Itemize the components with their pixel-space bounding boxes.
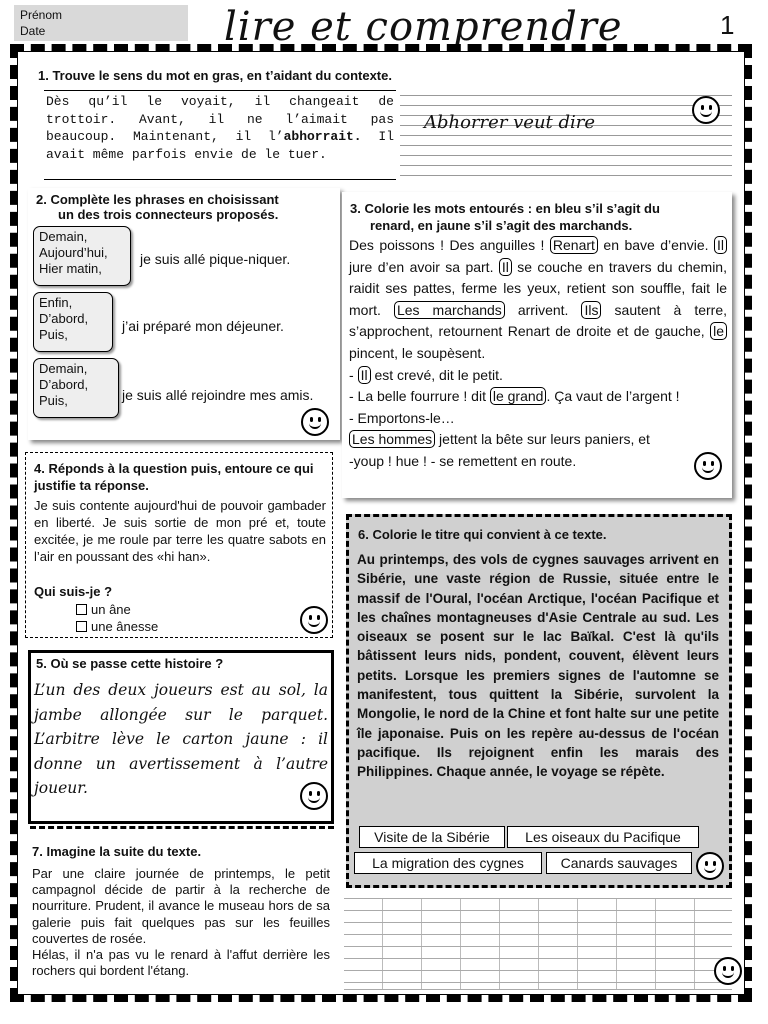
- ex7-writing-grid[interactable]: [344, 898, 732, 990]
- ex6-title-choice[interactable]: Canards sauvages: [546, 852, 692, 874]
- ex7-heading: 7. Imagine la suite du texte.: [32, 844, 202, 859]
- ex3-circled-word[interactable]: Il: [358, 366, 371, 384]
- ex5-dash-line: [30, 826, 334, 829]
- ex2-connector-box-3: Demain, D’abord, Puis,: [33, 358, 119, 418]
- date-label: Date: [20, 24, 46, 38]
- ex4-text: Je suis contente aujourd'hui de pouvoir gambader en liberté. Je suis sortie de mon pré et, toute excitée, je me roule par terre les quatre sabots en l’air en poussant des «hi han».: [34, 498, 326, 564]
- ex3-circled-word[interactable]: Ils: [581, 301, 601, 319]
- ex1-text-frame: [44, 90, 396, 180]
- page-number: 1: [720, 10, 735, 40]
- ex4-options: [76, 601, 158, 635]
- ex3-circled-word[interactable]: Les hommes: [349, 430, 435, 448]
- ex1-heading: 1. Trouve le sens du mot en gras, en t’aidant du contexte.: [38, 68, 392, 83]
- ex3-circled-word[interactable]: Les marchands: [394, 301, 505, 319]
- ex3-circled-word[interactable]: Il: [499, 258, 512, 276]
- ex2-connector-box-1: Demain, Aujourd’hui, Hier matin,: [33, 226, 131, 286]
- ex3-circled-word[interactable]: Il: [714, 236, 727, 254]
- ex3-text: Des poissons ! Des anguilles ! Renart en bave d’envie. Il jure d’en avoir sa part. Il se couche en travers du chemin, raidit ses pattes, ferme les yeux, retient son souffle, fait le mort. Les marchands arrivent. Ils sautent à terre, s’approchent, retournent Renart de droite et de gauche, le pincent, le soupèsent. - Il est crevé, dit le petit. - La belle fourrure ! dit le grand . Ça vaut de l’argent ! - Emportons-le… Les hommes jettent la bête sur leurs paniers, et -youp ! hue ! - se remettent en route.: [349, 237, 728, 469]
- smiley-icon: [300, 782, 328, 810]
- smiley-icon: [692, 96, 720, 124]
- checkbox-icon[interactable]: [76, 621, 87, 632]
- ex2-connector-box-2: Enfin, D’abord, Puis,: [33, 292, 113, 352]
- smiley-icon: [694, 452, 722, 480]
- ex3-circled-word[interactable]: Renart: [550, 236, 598, 254]
- smiley-icon: [696, 852, 724, 880]
- ex3-circled-word[interactable]: le: [710, 322, 727, 340]
- ex3-circled-word[interactable]: le grand: [490, 387, 547, 405]
- ex4-option[interactable]: une ânesse: [76, 618, 158, 635]
- ex6-title-choice[interactable]: Visite de la Sibérie: [359, 826, 505, 848]
- ex2-sentence-2: j’ai préparé mon déjeuner.: [122, 318, 284, 334]
- page-title: lire et comprendre: [224, 4, 623, 50]
- ex6-text: Au printemps, des vols de cygnes sauvages arrivent en Sibérie, une vaste région de Russie, située entre le massif de l'Oural, l'océan Arctique, l'océan Pacifique et les chaînes montagneuses d'Asie Centrale au sud. Les oiseaux se posent sur le lac Baïkal. C'est là qu'ils bâtissent leurs nids, pondent, couvent, élèvent leurs petits. Lorsque les premiers signes de l'automne se manifestent, tous quittent la Sibérie, survolent la Mongolie, le nord de la Chine et font halte sur une petite île japonaise. Puis on les repère au-dessus de l'océan pacifique. Ils rejoignent enfin les marais des Philippines. Chaque année, le voyage se répète.: [357, 552, 719, 780]
- ex6-heading: 6. Colorie le titre qui convient à ce texte.: [358, 527, 607, 542]
- smiley-icon: [300, 606, 328, 634]
- ex1-answer-prompt: Abhorrer veut dire: [424, 112, 596, 133]
- checkbox-icon[interactable]: [76, 604, 87, 615]
- ex6-title-choice[interactable]: Les oiseaux du Pacifique: [507, 826, 699, 848]
- ex7-text: Par une claire journée de printemps, le petit campagnol décide de partir à la recherche de nourriture. Prudent, il avance le museau hors de sa galerie puis fait quelques pas sur les feuilles couvertes de rosée. Hélas, il n'a pas vu le renard à l'affut derrière les rochers qui bordent l'étang.: [32, 866, 330, 979]
- ex5-heading: 5. Où se passe cette histoire ?: [36, 656, 224, 671]
- smiley-icon: [714, 957, 742, 985]
- ex1-answer-lines[interactable]: [400, 86, 732, 178]
- smiley-icon: [301, 408, 329, 436]
- name-date-box: [14, 5, 188, 41]
- ex6-title-choice[interactable]: La migration des cygnes: [354, 852, 542, 874]
- ex1-bold-word: abhorrait.: [283, 129, 362, 144]
- ex4-question: Qui suis-je ?: [34, 584, 113, 599]
- ex4-heading: 4. Réponds à la question puis, entoure ce qui justifie ta réponse.: [34, 461, 314, 493]
- ex2-sentence-3: je suis allé rejoindre mes amis.: [122, 387, 314, 403]
- ex2-sentence-1: je suis allé pique-niquer.: [140, 251, 291, 267]
- ex1-text: Dès qu’il le voyait, il changeait de trottoir. Avant, il ne l’aimait pas beaucoup. Maintenant, il l’abhorrait. Il avait même parfois envie de le tuer.: [46, 94, 394, 162]
- prenom-label: Prénom: [20, 8, 63, 22]
- ex4-option[interactable]: un âne: [76, 601, 158, 618]
- ex2-heading: 2. Complète les phrases en choisissant un des trois connecteurs proposés.: [36, 192, 279, 222]
- ex5-text: L’un des deux joueurs est au sol, la jambe allongée sur le parquet. L’arbitre lève le carton jaune : il donne un avertissement à l’autre joueur.: [34, 681, 328, 797]
- ex3-heading: 3. Colorie les mots entourés : en bleu s’il s’agit du renard, en jaune s’il s’agit des marchands.: [350, 201, 660, 233]
